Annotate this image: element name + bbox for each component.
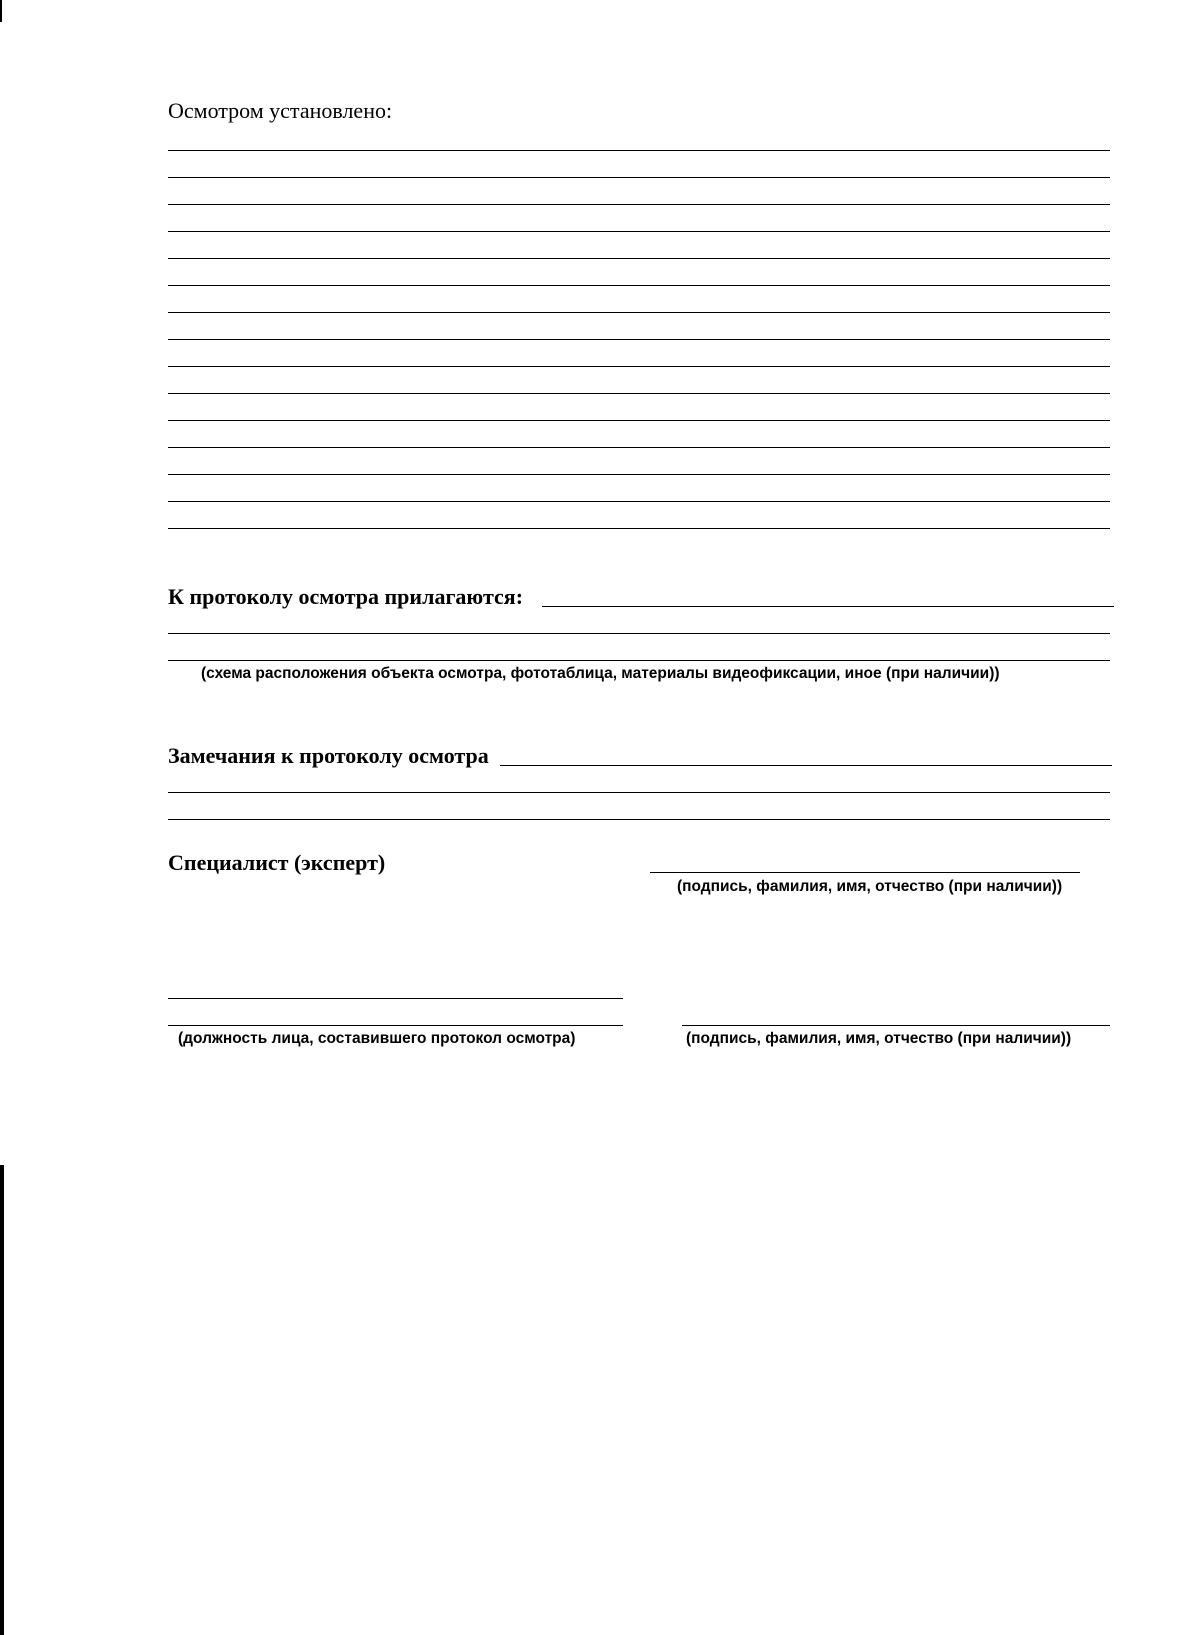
findings-line[interactable] — [168, 177, 1110, 178]
findings-line[interactable] — [168, 420, 1110, 421]
findings-line[interactable] — [168, 285, 1110, 286]
findings-line[interactable] — [168, 447, 1110, 448]
findings-line[interactable] — [168, 258, 1110, 259]
remarks-line-1[interactable] — [500, 765, 1112, 766]
compiler-position-hint: (должность лица, составившего протокол осмотра) — [178, 1030, 576, 1047]
findings-line[interactable] — [168, 366, 1110, 367]
findings-line[interactable] — [168, 339, 1110, 340]
findings-line[interactable] — [168, 231, 1110, 232]
specialist-label: Специалист (эксперт) — [168, 850, 386, 875]
findings-line[interactable] — [168, 528, 1110, 529]
findings-line[interactable] — [168, 312, 1110, 313]
attachments-hint: (схема расположения объекта осмотра, фототаблица, материалы видеофиксации, иное (при наличии)) — [201, 665, 1000, 682]
findings-line[interactable] — [168, 393, 1110, 394]
scan-edge-bar — [0, 1165, 4, 1635]
remarks-line-2[interactable] — [168, 792, 1110, 793]
attachments-line-2[interactable] — [168, 633, 1110, 634]
specialist-signature-hint: (подпись, фамилия, имя, отчество (при наличии)) — [677, 878, 1063, 895]
findings-line[interactable] — [168, 501, 1110, 502]
remarks-line-3[interactable] — [168, 819, 1110, 820]
findings-label: Осмотром установлено: — [168, 98, 393, 123]
attachments-line-3[interactable] — [168, 660, 1110, 661]
remarks-label: Замечания к протоколу осмотра — [168, 743, 489, 768]
compiler-signature-hint: (подпись, фамилия, имя, отчество (при наличии)) — [686, 1030, 1072, 1047]
compiler-signature-line[interactable] — [682, 1025, 1110, 1026]
findings-line[interactable] — [168, 204, 1110, 205]
compiler-position-line-2[interactable] — [168, 1025, 623, 1026]
scan-edge-mark — [0, 0, 2, 22]
attachments-label: К протоколу осмотра прилагаются: — [168, 584, 524, 609]
findings-line[interactable] — [168, 474, 1110, 475]
compiler-position-line-1[interactable] — [168, 998, 623, 999]
specialist-signature-line[interactable] — [650, 872, 1080, 873]
findings-line[interactable] — [168, 150, 1110, 151]
attachments-line-1[interactable] — [542, 606, 1114, 607]
